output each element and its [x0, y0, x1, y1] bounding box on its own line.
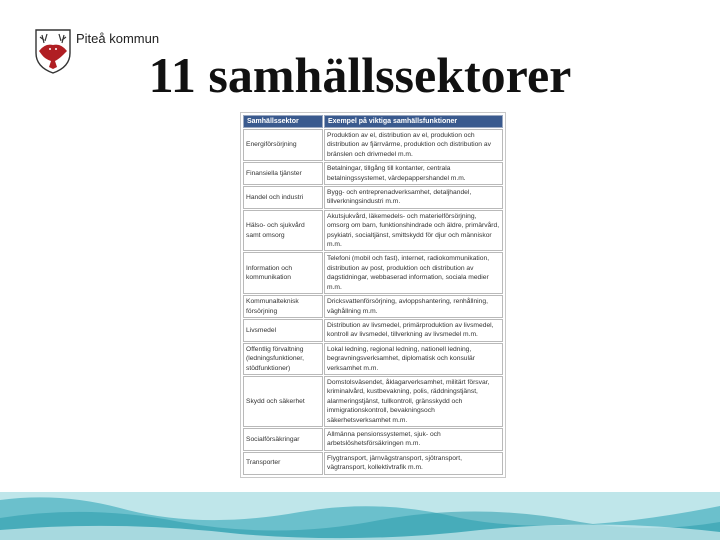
- sector-cell: Kommunalteknisk försörjning: [243, 295, 323, 318]
- table-row: [243, 295, 503, 318]
- table-row: [243, 186, 503, 209]
- table-row: [243, 376, 503, 427]
- sector-table-wrapper: [240, 112, 506, 478]
- sector-cell: Energiförsörjning: [243, 129, 323, 161]
- functions-cell: Telefoni (mobil och fast), internet, radiokommunikation, distribution av post, produktion och distribution av dagstidningar, webbaserad information, sociala medier m.m.: [324, 252, 503, 294]
- sector-cell: Livsmedel: [243, 319, 323, 342]
- table-header-row: [243, 115, 503, 128]
- sector-cell: Information och kommunikation: [243, 252, 323, 294]
- sector-cell: Offentlig förvaltning (ledningsfunktioner, stödfunktioner): [243, 343, 323, 375]
- sector-cell: Handel och industri: [243, 186, 323, 209]
- functions-cell: Betalningar, tillgång till kontanter, centrala betalningssystemet, värdepappershandel m.m.: [324, 162, 503, 185]
- table-row: [243, 428, 503, 451]
- table-row: [243, 252, 503, 294]
- sector-cell: Skydd och säkerhet: [243, 376, 323, 427]
- sector-table: [242, 114, 504, 476]
- sector-cell: Socialförsäkringar: [243, 428, 323, 451]
- slide-title: 11 samhällssektorer: [148, 47, 572, 103]
- sector-cell: Transporter: [243, 452, 323, 475]
- sector-cell: Hälso- och sjukvård samt omsorg: [243, 210, 323, 252]
- table-row: [243, 210, 503, 252]
- functions-cell: Akutsjukvård, läkemedels- och materielförsörjning, omsorg om barn, funktionshindrade och äldre, primärvård, psykiatri, socialtjänst, smittskydd för djur och människor m.m.: [324, 210, 503, 252]
- decorative-wave-band: [0, 492, 720, 540]
- table-row: [243, 162, 503, 185]
- sector-cell: Finansiella tjänster: [243, 162, 323, 185]
- functions-cell: Bygg- och entreprenadverksamhet, detaljhandel, tillverkningsindustri m.m.: [324, 186, 503, 209]
- functions-cell: Domstolsväsendet, åklagarverksamhet, militärt försvar, kriminalvård, kustbevakning, polis, räddningstjänst, alarmeringstjänst, tullkontroll, gränsskydd och immigrationskontroll, bevakningsoch säkerhetsverksamhet m.m.: [324, 376, 503, 427]
- org-name: Piteå kommun: [76, 31, 160, 46]
- functions-cell: Allmänna pensionssystemet, sjuk- och arbetslöshetsförsäkringen m.m.: [324, 428, 503, 451]
- functions-cell: Lokal ledning, regional ledning, nationell ledning, begravningsverksamhet, diplomatisk och konsulär verksamhet m.m.: [324, 343, 503, 375]
- functions-cell: Dricksvattenförsörjning, avloppshantering, renhållning, väghållning m.m.: [324, 295, 503, 318]
- table-row: [243, 343, 503, 375]
- functions-cell: Flygtransport, järnvägstransport, sjötransport, vägtransport, kollektivtrafik m.m.: [324, 452, 503, 475]
- functions-cell: Produktion av el, distribution av el, produktion och distribution av fjärrvärme, produktion och distribution av bränslen och drivmedel m.m.: [324, 129, 503, 161]
- column-header-functions: Exempel på viktiga samhällsfunktioner: [324, 115, 503, 128]
- table-row: [243, 452, 503, 475]
- functions-cell: Distribution av livsmedel, primärproduktion av livsmedel, kontroll av livsmedel, tillverkning av livsmedel m.m.: [324, 319, 503, 342]
- table-row: [243, 129, 503, 161]
- table-row: [243, 319, 503, 342]
- column-header-sector: Samhällssektor: [243, 115, 323, 128]
